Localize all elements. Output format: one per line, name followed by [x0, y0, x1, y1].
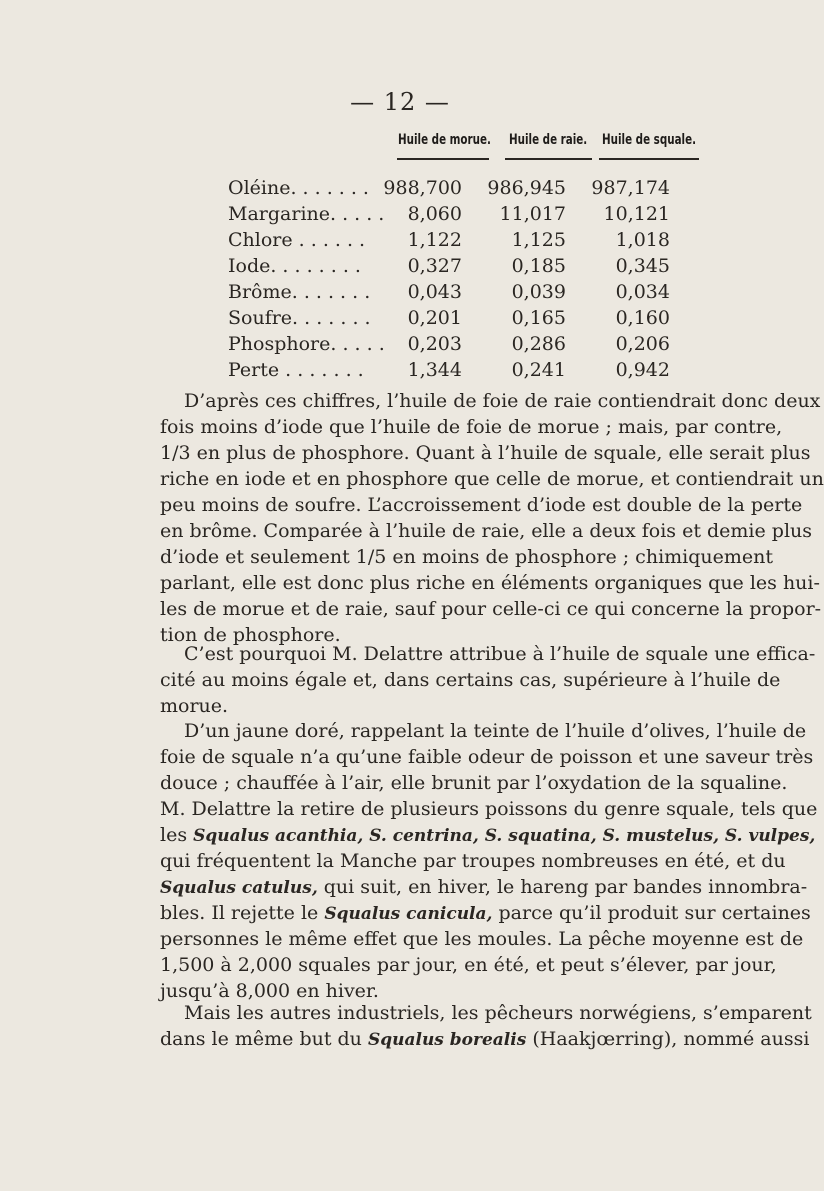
table-row [0, 175, 800, 201]
text-line [160, 822, 816, 848]
text-line: jusqu’à 8,000 en hiver. [160, 980, 379, 1002]
row-label: Phosphore. . . . . [228, 333, 385, 355]
species-name: Squalus borealis [367, 1030, 527, 1050]
cell-value: 0,241 [511, 359, 566, 381]
cell-value: 1,122 [407, 229, 462, 251]
cell-value: 1,018 [615, 229, 670, 251]
text-span: (Haakjœrring), nommé aussi [526, 1028, 810, 1050]
text-line: 1/3 en plus de phosphore. Quant à l’huile de squale, elle serait plus [160, 442, 811, 464]
text-line: Mais les autres industriels, les pêcheurs norwégiens, s’emparent [184, 1002, 812, 1024]
table-row [0, 279, 800, 305]
text-line [160, 1026, 810, 1052]
table-row [0, 305, 800, 331]
text-line: D’un jaune doré, rappelant la teinte de l’huile d’olives, l’huile de [184, 720, 807, 742]
text-line: foie de squale n’a qu’une faible odeur de poisson et une saveur très [160, 746, 814, 768]
text-line: fois moins d’iode que l’huile de foie de morue ; mais, par contre, [160, 416, 783, 438]
cell-value: 0,345 [615, 255, 670, 277]
text-span: les [160, 824, 194, 846]
cell-value: 1,125 [511, 229, 566, 251]
cell-value: 986,945 [487, 177, 566, 199]
header-shark-oil: Huile de squale. [602, 132, 697, 148]
row-label: Margarine. . . . . [228, 203, 385, 225]
cell-value: 11,017 [499, 203, 566, 225]
row-label: Brôme. . . . . . . [228, 281, 371, 303]
cell-value: 0,203 [407, 333, 462, 355]
row-label: Iode. . . . . . . . [228, 255, 361, 277]
text-line: d’iode et seulement 1/5 en moins de phosphore ; chimiquement [160, 546, 774, 568]
text-line [160, 874, 808, 900]
row-label: Soufre. . . . . . . [228, 307, 371, 329]
species-name: Squalus catulus, [160, 878, 318, 898]
table-row [0, 357, 800, 383]
text-line: tion de phosphore. [160, 624, 341, 646]
species-name: Squalus canicula, [324, 904, 493, 924]
paragraph-4 [160, 1000, 812, 1052]
row-label: Chlore . . . . . . [228, 229, 366, 251]
text-line: M. Delattre la retire de plusieurs poissons du genre squale, tels que [160, 798, 818, 820]
cell-value: 0,160 [615, 307, 670, 329]
cell-value: 988,700 [383, 177, 462, 199]
table-row [0, 201, 800, 227]
cell-value: 0,201 [407, 307, 462, 329]
cell-value: 987,174 [591, 177, 670, 199]
cell-value: 10,121 [603, 203, 670, 225]
header-rule [397, 158, 489, 160]
text-span: bles. Il rejette le [160, 902, 325, 924]
cell-value: 0,286 [511, 333, 566, 355]
cell-value: 0,039 [511, 281, 566, 303]
header-cod-liver-oil: Huile de morue. [398, 132, 491, 148]
text-line: douce ; chauffée à l’air, elle brunit par l’oxydation de la squaline. [160, 772, 788, 794]
paragraph-1 [160, 388, 824, 648]
header-rule [599, 158, 699, 160]
paragraph-3 [160, 718, 818, 1004]
text-line: en brôme. Comparée à l’huile de raie, elle a deux fois et demie plus [160, 520, 813, 542]
text-span: parce qu’il produit sur certaines [492, 902, 811, 924]
header-ray-oil: Huile de raie. [509, 132, 588, 148]
text-line: 1,500 à 2,000 squales par jour, en été, et peut s’élever, par jour, [160, 954, 777, 976]
text-line: personnes le même effet que les moules. La pêche moyenne est de [160, 928, 804, 950]
row-label: Perte . . . . . . . [228, 359, 364, 381]
page-number: — 12 — [350, 88, 450, 116]
header-rule [505, 158, 592, 160]
text-line: riche en iode et en phosphore que celle de morue, et contiendrait un [160, 468, 824, 490]
cell-value: 0,942 [615, 359, 670, 381]
cell-value: 0,034 [615, 281, 670, 303]
text-line: cité au moins égale et, dans certains cas, supérieure à l’huile de [160, 669, 781, 691]
text-line: parlant, elle est donc plus riche en éléments organiques que les hui- [160, 572, 820, 594]
text-line: morue. [160, 695, 229, 717]
cell-value: 1,344 [407, 359, 462, 381]
text-line [160, 900, 811, 926]
species-names: Squalus acanthia, S. centrina, S. squatina, S. mustelus, S. vulpes, [193, 826, 816, 846]
cell-value: 0,185 [511, 255, 566, 277]
text-line: qui fréquentent la Manche par troupes nombreuses en été, et du [160, 850, 786, 872]
text-span: dans le même but du [160, 1028, 368, 1050]
paragraph-2 [160, 641, 816, 719]
cell-value: 0,206 [615, 333, 670, 355]
text-line: D’après ces chiffres, l’huile de foie de raie contiendrait donc deux [184, 390, 821, 412]
cell-value: 0,043 [407, 281, 462, 303]
cell-value: 0,165 [511, 307, 566, 329]
table-row [0, 331, 800, 357]
table-row [0, 253, 800, 279]
cell-value: 0,327 [407, 255, 462, 277]
cell-value: 8,060 [407, 203, 462, 225]
text-line: les de morue et de raie, sauf pour celle-ci ce qui concerne la propor- [160, 598, 822, 620]
table-row [0, 227, 800, 253]
row-label: Oléine. . . . . . . [228, 177, 369, 199]
text-span: qui suit, en hiver, le hareng par bandes innombra- [317, 876, 808, 898]
text-line: C’est pourquoi M. Delattre attribue à l’huile de squale une effica- [184, 643, 816, 665]
text-line: peu moins de soufre. L’accroissement d’iode est double de la perte [160, 494, 803, 516]
